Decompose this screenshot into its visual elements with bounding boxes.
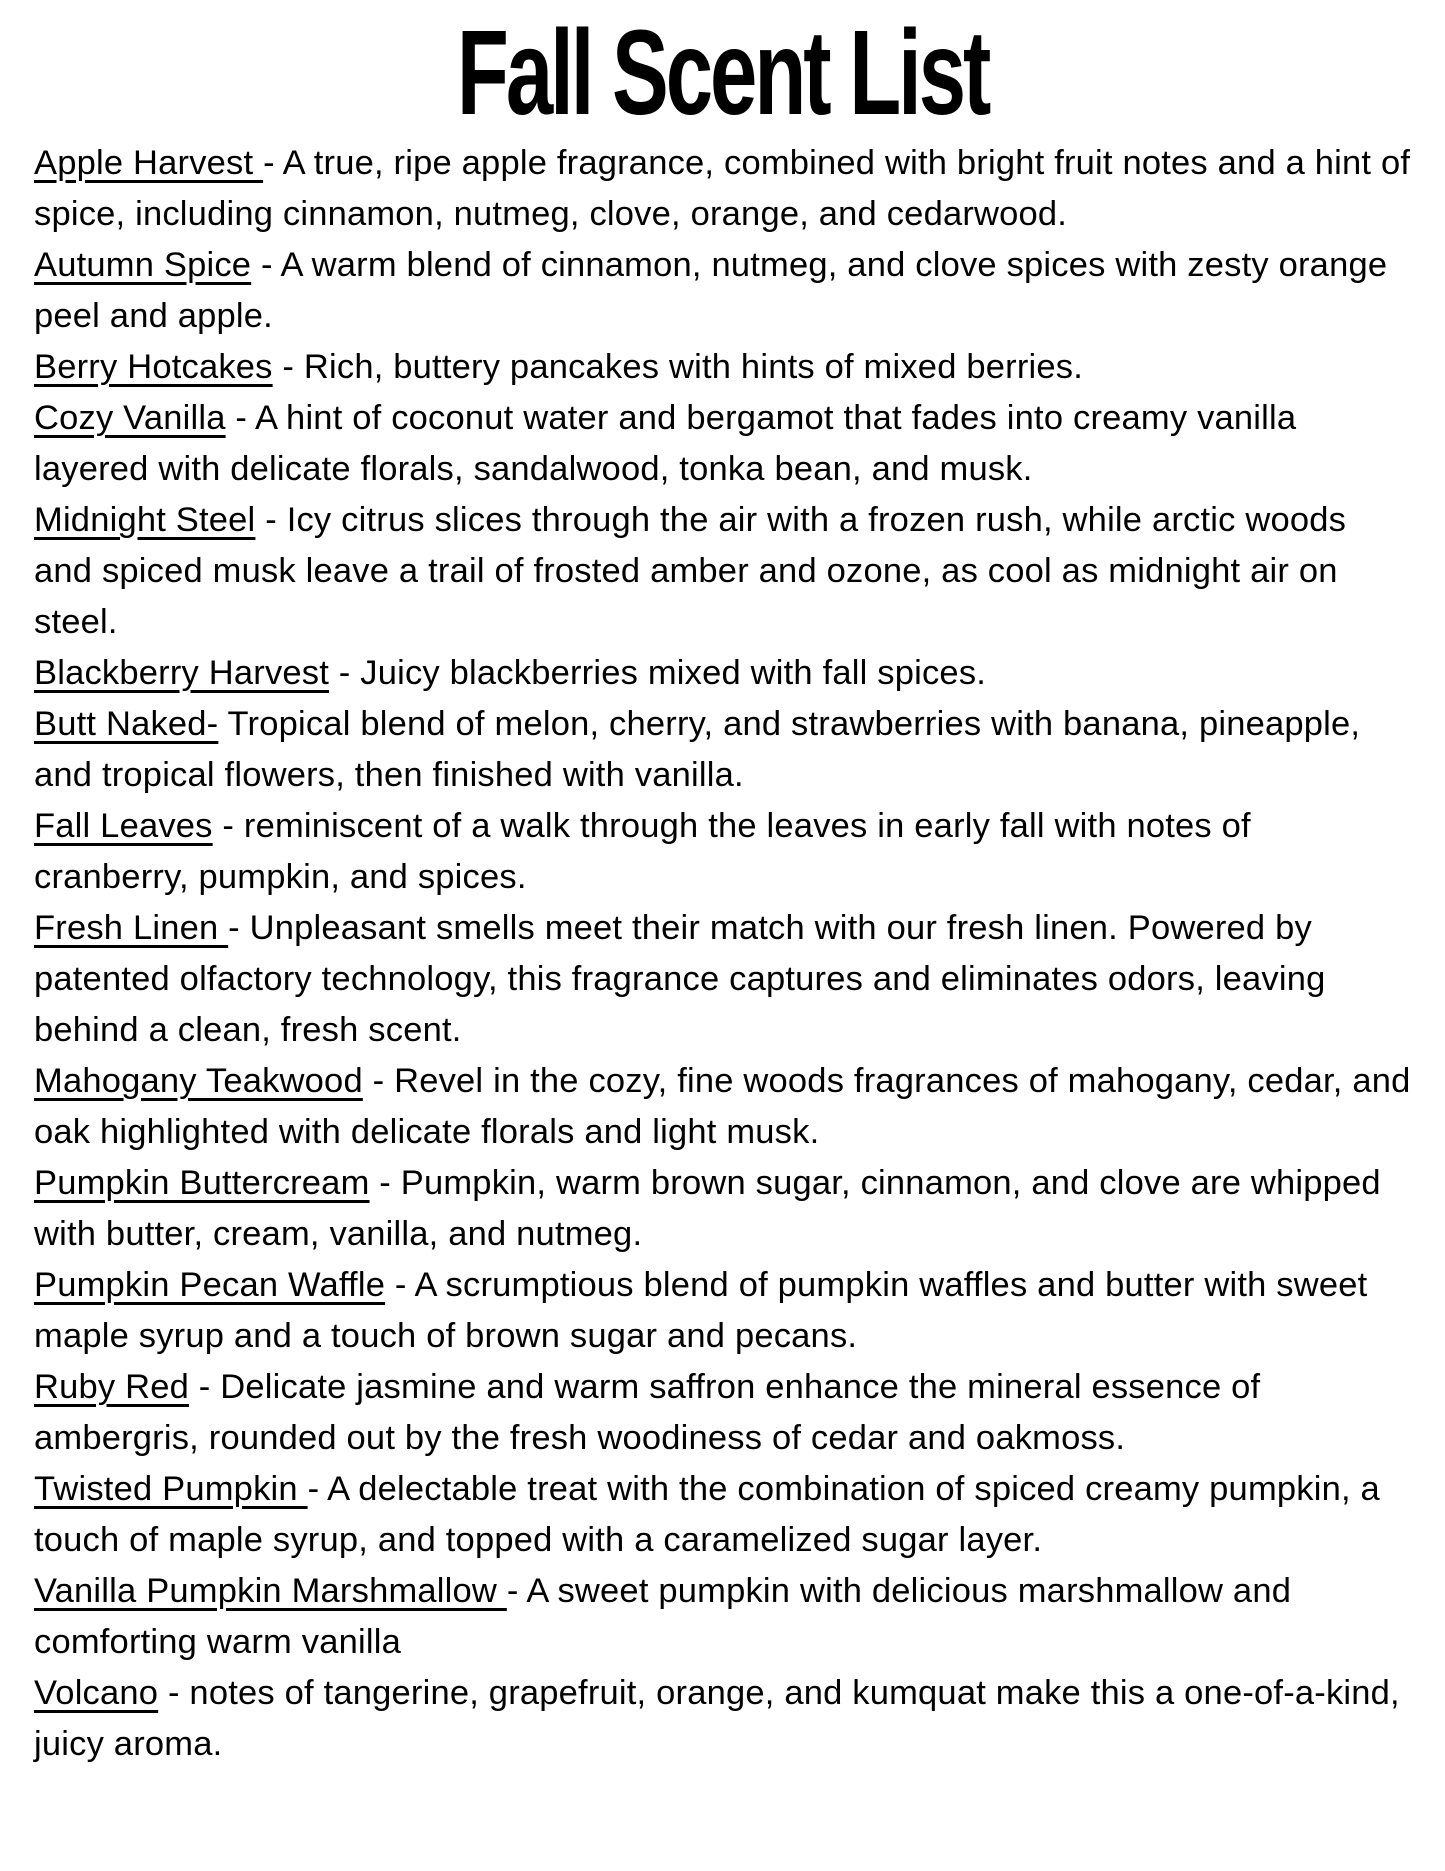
- scent-name: Volcano: [34, 1674, 159, 1712]
- scent-entry: [34, 393, 1411, 495]
- scent-description: - Pumpkin, warm brown sugar, cinnamon, and clove are whipped with butter, cream, vanilla, and nutmeg.: [34, 1164, 1391, 1253]
- scent-description: - A scrumptious blend of pumpkin waffles and butter with sweet maple syrup and a touch of brown sugar and pecans.: [34, 1266, 1378, 1355]
- scent-description: - Unpleasant smells meet their match with our fresh linen. Powered by patented olfactory technology, this fragrance captures and eliminates odors, leaving behind a clean, fresh scent.: [34, 909, 1336, 1049]
- scent-name: Pumpkin Buttercream: [34, 1164, 370, 1202]
- scent-name: Butt Naked-: [34, 705, 219, 743]
- scent-entry: [34, 903, 1411, 1056]
- scent-name: Fall Leaves: [34, 807, 213, 845]
- scent-description: - Rich, buttery pancakes with hints of mixed berries.: [272, 348, 1084, 386]
- scent-description: - A warm blend of cinnamon, nutmeg, and clove spices with zesty orange peel and apple.: [34, 246, 1398, 335]
- scent-name: Ruby Red: [34, 1368, 190, 1406]
- scent-name: Apple Harvest: [34, 144, 264, 182]
- scent-name: Mahogany Teakwood: [34, 1062, 363, 1100]
- scent-entry: [34, 342, 1411, 393]
- scent-name: Fresh Linen: [34, 909, 229, 947]
- scent-entry: [34, 1566, 1411, 1668]
- scent-entry: [34, 1158, 1411, 1260]
- scent-description: - A true, ripe apple fragrance, combined with bright fruit notes and a hint of spice, including cinnamon, nutmeg, clove, orange, and cedarwood.: [34, 144, 1420, 233]
- scent-description: - Icy citrus slices through the air with a frozen rush, while arctic woods and spiced musk leave a trail of frosted amber and ozone, as cool as midnight air on steel.: [34, 501, 1356, 641]
- scent-entry: [34, 699, 1411, 801]
- scent-name: Vanilla Pumpkin Marshmallow: [34, 1572, 507, 1610]
- scent-name: Cozy Vanilla: [34, 399, 226, 437]
- scent-entry: [34, 1056, 1421, 1158]
- scent-description: - A delectable treat with the combination of spiced creamy pumpkin, a touch of maple syrup, and topped with a caramelized sugar layer.: [34, 1470, 1390, 1559]
- scent-name: Blackberry Harvest: [34, 654, 330, 692]
- scent-entry: [34, 138, 1420, 240]
- scent-list: [0, 132, 1445, 1770]
- scent-entry: [34, 648, 1411, 699]
- scent-description: - Juicy blackberries mixed with fall spices.: [329, 654, 987, 692]
- page-title-wrap: [0, 0, 1445, 140]
- scent-description: - A sweet pumpkin with delicious marshmallow and comforting warm vanilla: [34, 1572, 1301, 1661]
- scent-entry: [34, 1260, 1411, 1362]
- scent-entry: [34, 1464, 1411, 1566]
- page-title: Fall Scent List: [456, 4, 989, 140]
- scent-name: Midnight Steel: [34, 501, 256, 539]
- scent-entry: [34, 801, 1411, 903]
- scent-entry: [34, 495, 1411, 648]
- scent-description: - A hint of coconut water and bergamot that fades into creamy vanilla layered with delicate florals, sandalwood, tonka bean, and musk.: [34, 399, 1307, 488]
- scent-description: - Revel in the cozy, fine woods fragrances of mahogany, cedar, and oak highlighted with delicate florals and light musk.: [34, 1062, 1421, 1151]
- scent-entry: [34, 1668, 1411, 1770]
- scent-description: - reminiscent of a walk through the leaves in early fall with notes of cranberry, pumpkin, and spices.: [34, 807, 1261, 896]
- scent-name: Berry Hotcakes: [34, 348, 273, 386]
- scent-name: Twisted Pumpkin: [34, 1470, 308, 1508]
- scent-entry: [34, 240, 1411, 342]
- scent-name: Pumpkin Pecan Waffle: [34, 1266, 386, 1304]
- scent-description: - notes of tangerine, grapefruit, orange, and kumquat make this a one-of-a-kind, juicy aroma.: [34, 1674, 1410, 1763]
- scent-entry: [34, 1362, 1411, 1464]
- scent-description: Tropical blend of melon, cherry, and strawberries with banana, pineapple, and tropical flowers, then finished with vanilla.: [34, 705, 1370, 794]
- scent-description: - Delicate jasmine and warm saffron enhance the mineral essence of ambergris, rounded out by the fresh woodiness of cedar and oakmoss.: [34, 1368, 1271, 1457]
- scent-name: Autumn Spice: [34, 246, 252, 284]
